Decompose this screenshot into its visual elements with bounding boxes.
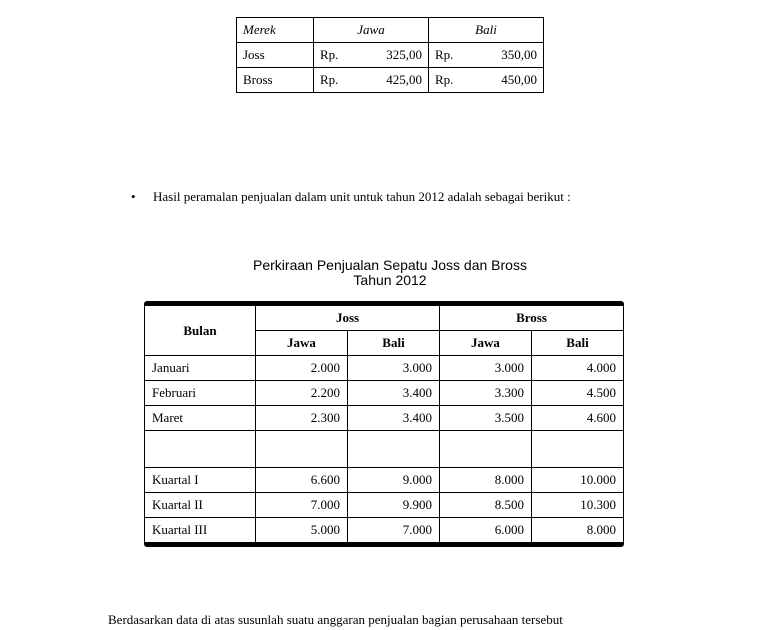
table-row — [145, 356, 624, 381]
price-bali-cell — [429, 43, 544, 68]
table-row — [145, 468, 624, 493]
cell-joss-jawa: 6.600 — [256, 468, 348, 493]
cell-bross-jawa: 8.000 — [440, 468, 532, 493]
cell-joss-bali: 7.000 — [348, 518, 440, 543]
price-brand: Bross — [237, 68, 314, 93]
cell-joss-bali: 9.000 — [348, 468, 440, 493]
price-row — [237, 68, 544, 93]
subheader-joss-bali: Bali — [348, 331, 440, 356]
row-label: Maret — [145, 406, 256, 431]
cell-joss-jawa: 2.000 — [256, 356, 348, 381]
price-value: 325,00 — [386, 47, 422, 62]
cell-joss-jawa — [256, 431, 348, 468]
price-header-bali: Bali — [429, 18, 544, 43]
header-group-bross: Bross — [440, 306, 624, 331]
cell-bross-jawa: 6.000 — [440, 518, 532, 543]
row-label: Kuartal III — [145, 518, 256, 543]
row-label: Kuartal I — [145, 468, 256, 493]
cell-bross-bali: 10.000 — [532, 468, 624, 493]
price-value: 450,00 — [501, 72, 537, 87]
cell-joss-bali: 3.400 — [348, 406, 440, 431]
table-row — [145, 518, 624, 543]
price-value: 425,00 — [386, 72, 422, 87]
row-label: Kuartal II — [145, 493, 256, 518]
price-header-jawa: Jawa — [314, 18, 429, 43]
forecast-header-row — [145, 306, 624, 331]
cell-bross-jawa — [440, 431, 532, 468]
cell-bross-bali: 4.600 — [532, 406, 624, 431]
cell-joss-jawa: 2.300 — [256, 406, 348, 431]
currency-label: Rp. — [320, 47, 339, 62]
cell-bross-bali — [532, 431, 624, 468]
price-brand: Joss — [237, 43, 314, 68]
currency-label: Rp. — [320, 72, 339, 87]
cell-bross-jawa: 8.500 — [440, 493, 532, 518]
price-header-row — [237, 18, 544, 43]
cell-bross-jawa: 3.300 — [440, 381, 532, 406]
table-row — [145, 381, 624, 406]
cell-joss-jawa: 2.200 — [256, 381, 348, 406]
instruction-text: Berdasarkan data di atas susunlah suatu anggaran penjualan bagian perusahaan tersebut — [108, 612, 563, 627]
row-label: Januari — [145, 356, 256, 381]
header-group-joss: Joss — [256, 306, 440, 331]
price-bali-cell — [429, 68, 544, 93]
cell-joss-jawa: 5.000 — [256, 518, 348, 543]
price-value: 350,00 — [501, 47, 537, 62]
price-jawa-cell — [314, 43, 429, 68]
forecast-table-frame — [144, 301, 624, 547]
cell-joss-bali: 9.900 — [348, 493, 440, 518]
table-row-empty — [145, 431, 624, 468]
price-row — [237, 43, 544, 68]
subheader-joss-jawa: Jawa — [256, 331, 348, 356]
row-label — [145, 431, 256, 468]
cell-joss-bali: 3.400 — [348, 381, 440, 406]
cell-bross-jawa: 3.500 — [440, 406, 532, 431]
cell-bross-bali: 8.000 — [532, 518, 624, 543]
bullet-item — [131, 189, 571, 205]
table-row — [145, 493, 624, 518]
price-table — [236, 17, 544, 93]
price-jawa-cell — [314, 68, 429, 93]
cell-bross-jawa: 3.000 — [440, 356, 532, 381]
table-row — [145, 406, 624, 431]
bullet-icon: • — [131, 189, 136, 204]
cell-bross-bali: 4.500 — [532, 381, 624, 406]
forecast-title: Perkiraan Penjualan Sepatu Joss dan Bross — [253, 257, 527, 273]
forecast-subtitle: Tahun 2012 — [353, 272, 427, 288]
cell-joss-bali — [348, 431, 440, 468]
header-month: Bulan — [145, 306, 256, 356]
cell-bross-bali: 4.000 — [532, 356, 624, 381]
row-label: Februari — [145, 381, 256, 406]
forecast-table — [144, 306, 624, 542]
cell-joss-bali: 3.000 — [348, 356, 440, 381]
currency-label: Rp. — [435, 47, 454, 62]
currency-label: Rp. — [435, 72, 454, 87]
cell-bross-bali: 10.300 — [532, 493, 624, 518]
subheader-bross-jawa: Jawa — [440, 331, 532, 356]
cell-joss-jawa: 7.000 — [256, 493, 348, 518]
subheader-bross-bali: Bali — [532, 331, 624, 356]
bullet-text: Hasil peramalan penjualan dalam unit untuk tahun 2012 adalah sebagai berikut : — [153, 189, 571, 204]
price-header-brand: Merek — [237, 18, 314, 43]
